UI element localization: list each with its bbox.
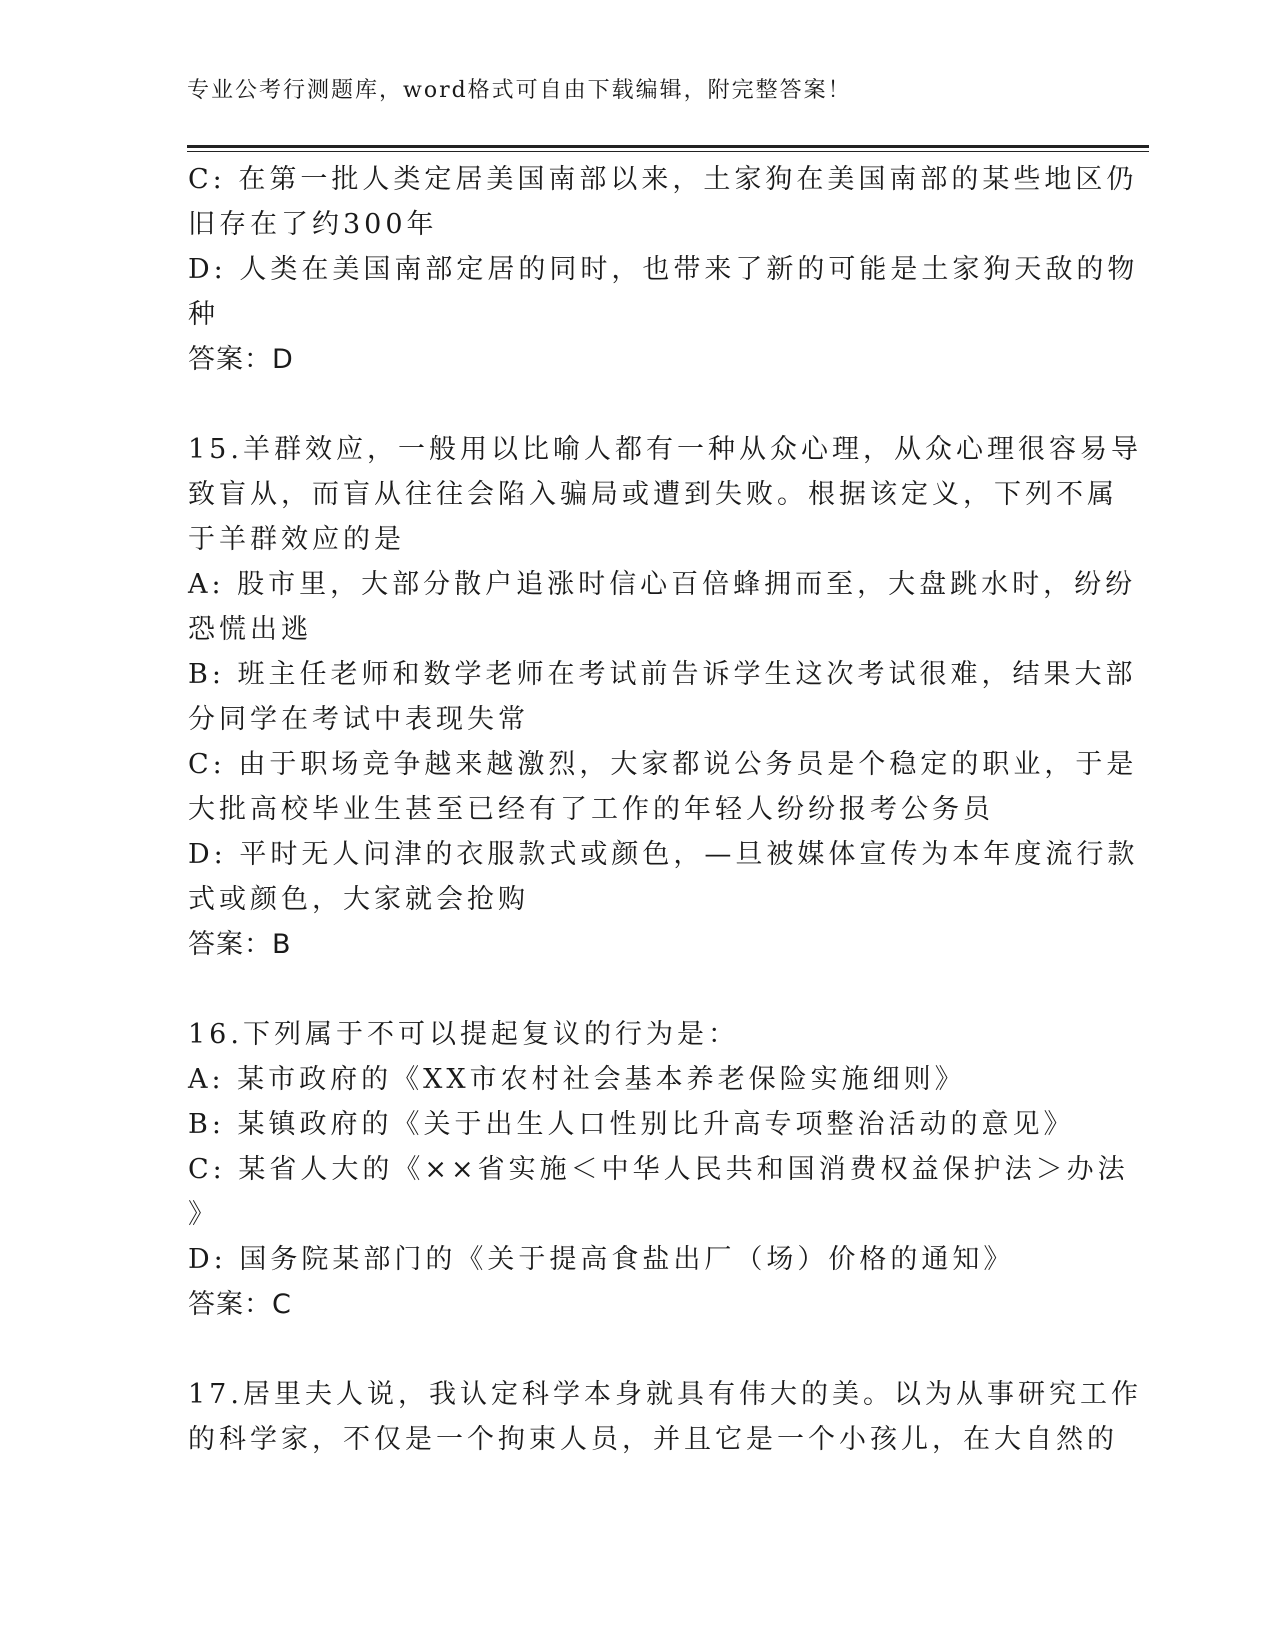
option-line: C: 由于职场竞争越来越激烈，大家都说公务员是个稳定的职业，于是 xyxy=(188,749,1138,780)
stem-line: 15.羊群效应，一般用以比喻人都有一种从众心理，从众心理很容易导 xyxy=(188,434,1142,465)
q16-option-d xyxy=(188,1237,1068,1282)
option-line: 恐慌出逃 xyxy=(188,614,312,645)
option-line: 分同学在考试中表现失常 xyxy=(188,704,529,735)
header-rule-thick xyxy=(187,145,1149,148)
q15-stem xyxy=(188,427,1142,562)
spacer xyxy=(188,382,1068,427)
spacer xyxy=(188,1327,1068,1372)
q16-option-a xyxy=(188,1057,1068,1102)
q15-option-a xyxy=(188,562,1137,652)
option-line: D: 国务院某部门的《关于提高食盐出厂（场）价格的通知》 xyxy=(188,1244,1015,1275)
header-rule-thin xyxy=(187,151,1149,152)
q14-option-d xyxy=(188,247,1139,337)
option-line: C: 在第一批人类定居美国南部以来，土家狗在美国南部的某些地区仍 xyxy=(188,164,1138,195)
q16-option-c xyxy=(188,1147,1129,1237)
stem-line: 16.下列属于不可以提起复议的行为是： xyxy=(188,1019,739,1050)
q14-option-c xyxy=(188,157,1138,247)
option-line: B: 某镇政府的《关于出生人口性别比升高专项整治活动的意见》 xyxy=(188,1109,1075,1140)
q16-option-b xyxy=(188,1102,1075,1147)
stem-line: 于羊群效应的是 xyxy=(188,524,405,555)
option-line: 大批高校毕业生甚至已经有了工作的年轻人纷纷报考公务员 xyxy=(188,794,994,825)
option-line: 式或颜色，大家就会抢购 xyxy=(188,884,529,915)
q15-answer: 答案：B xyxy=(188,929,292,960)
q16-stem xyxy=(188,1012,1068,1057)
option-line: B: 班主任老师和数学老师在考试前告诉学生这次考试很难，结果大部 xyxy=(188,659,1137,690)
option-line: C: 某省人大的《××省实施＜中华人民共和国消费权益保护法＞办法 xyxy=(188,1154,1129,1185)
option-line: 种 xyxy=(188,299,219,330)
q15-option-b xyxy=(188,652,1137,742)
stem-line: 17.居里夫人说，我认定科学本身就具有伟大的美。以为从事研究工作 xyxy=(188,1379,1142,1410)
q17-stem xyxy=(188,1372,1142,1462)
option-line: A: 某市政府的《XX市农村社会基本养老保险实施细则》 xyxy=(188,1064,966,1095)
stem-line: 致盲从，而盲从往往会陷入骗局或遭到失败。根据该定义，下列不属 xyxy=(188,479,1118,510)
page-header-title: 专业公考行测题库，word格式可自由下载编辑，附完整答案！ xyxy=(187,78,852,103)
q14-answer: 答案：D xyxy=(188,344,294,375)
option-line: 》 xyxy=(188,1199,219,1230)
spacer xyxy=(188,967,1068,1012)
option-line: D: 平时无人问津的衣服款式或颜色，—旦被媒体宣传为本年度流行款 xyxy=(188,839,1139,870)
q15-option-d xyxy=(188,832,1139,922)
option-line: 旧存在了约300年 xyxy=(188,209,438,240)
stem-line: 的科学家，不仅是一个拘束人员，并且它是一个小孩儿，在大自然的 xyxy=(188,1424,1118,1455)
document-body xyxy=(188,157,1142,1462)
option-line: A: 股市里，大部分散户追涨时信心百倍蜂拥而至，大盘跳水时，纷纷 xyxy=(188,569,1137,600)
q16-answer: 答案：C xyxy=(188,1289,292,1320)
q15-option-c xyxy=(188,742,1138,832)
option-line: D: 人类在美国南部定居的同时，也带来了新的可能是土家狗天敌的物 xyxy=(188,254,1139,285)
